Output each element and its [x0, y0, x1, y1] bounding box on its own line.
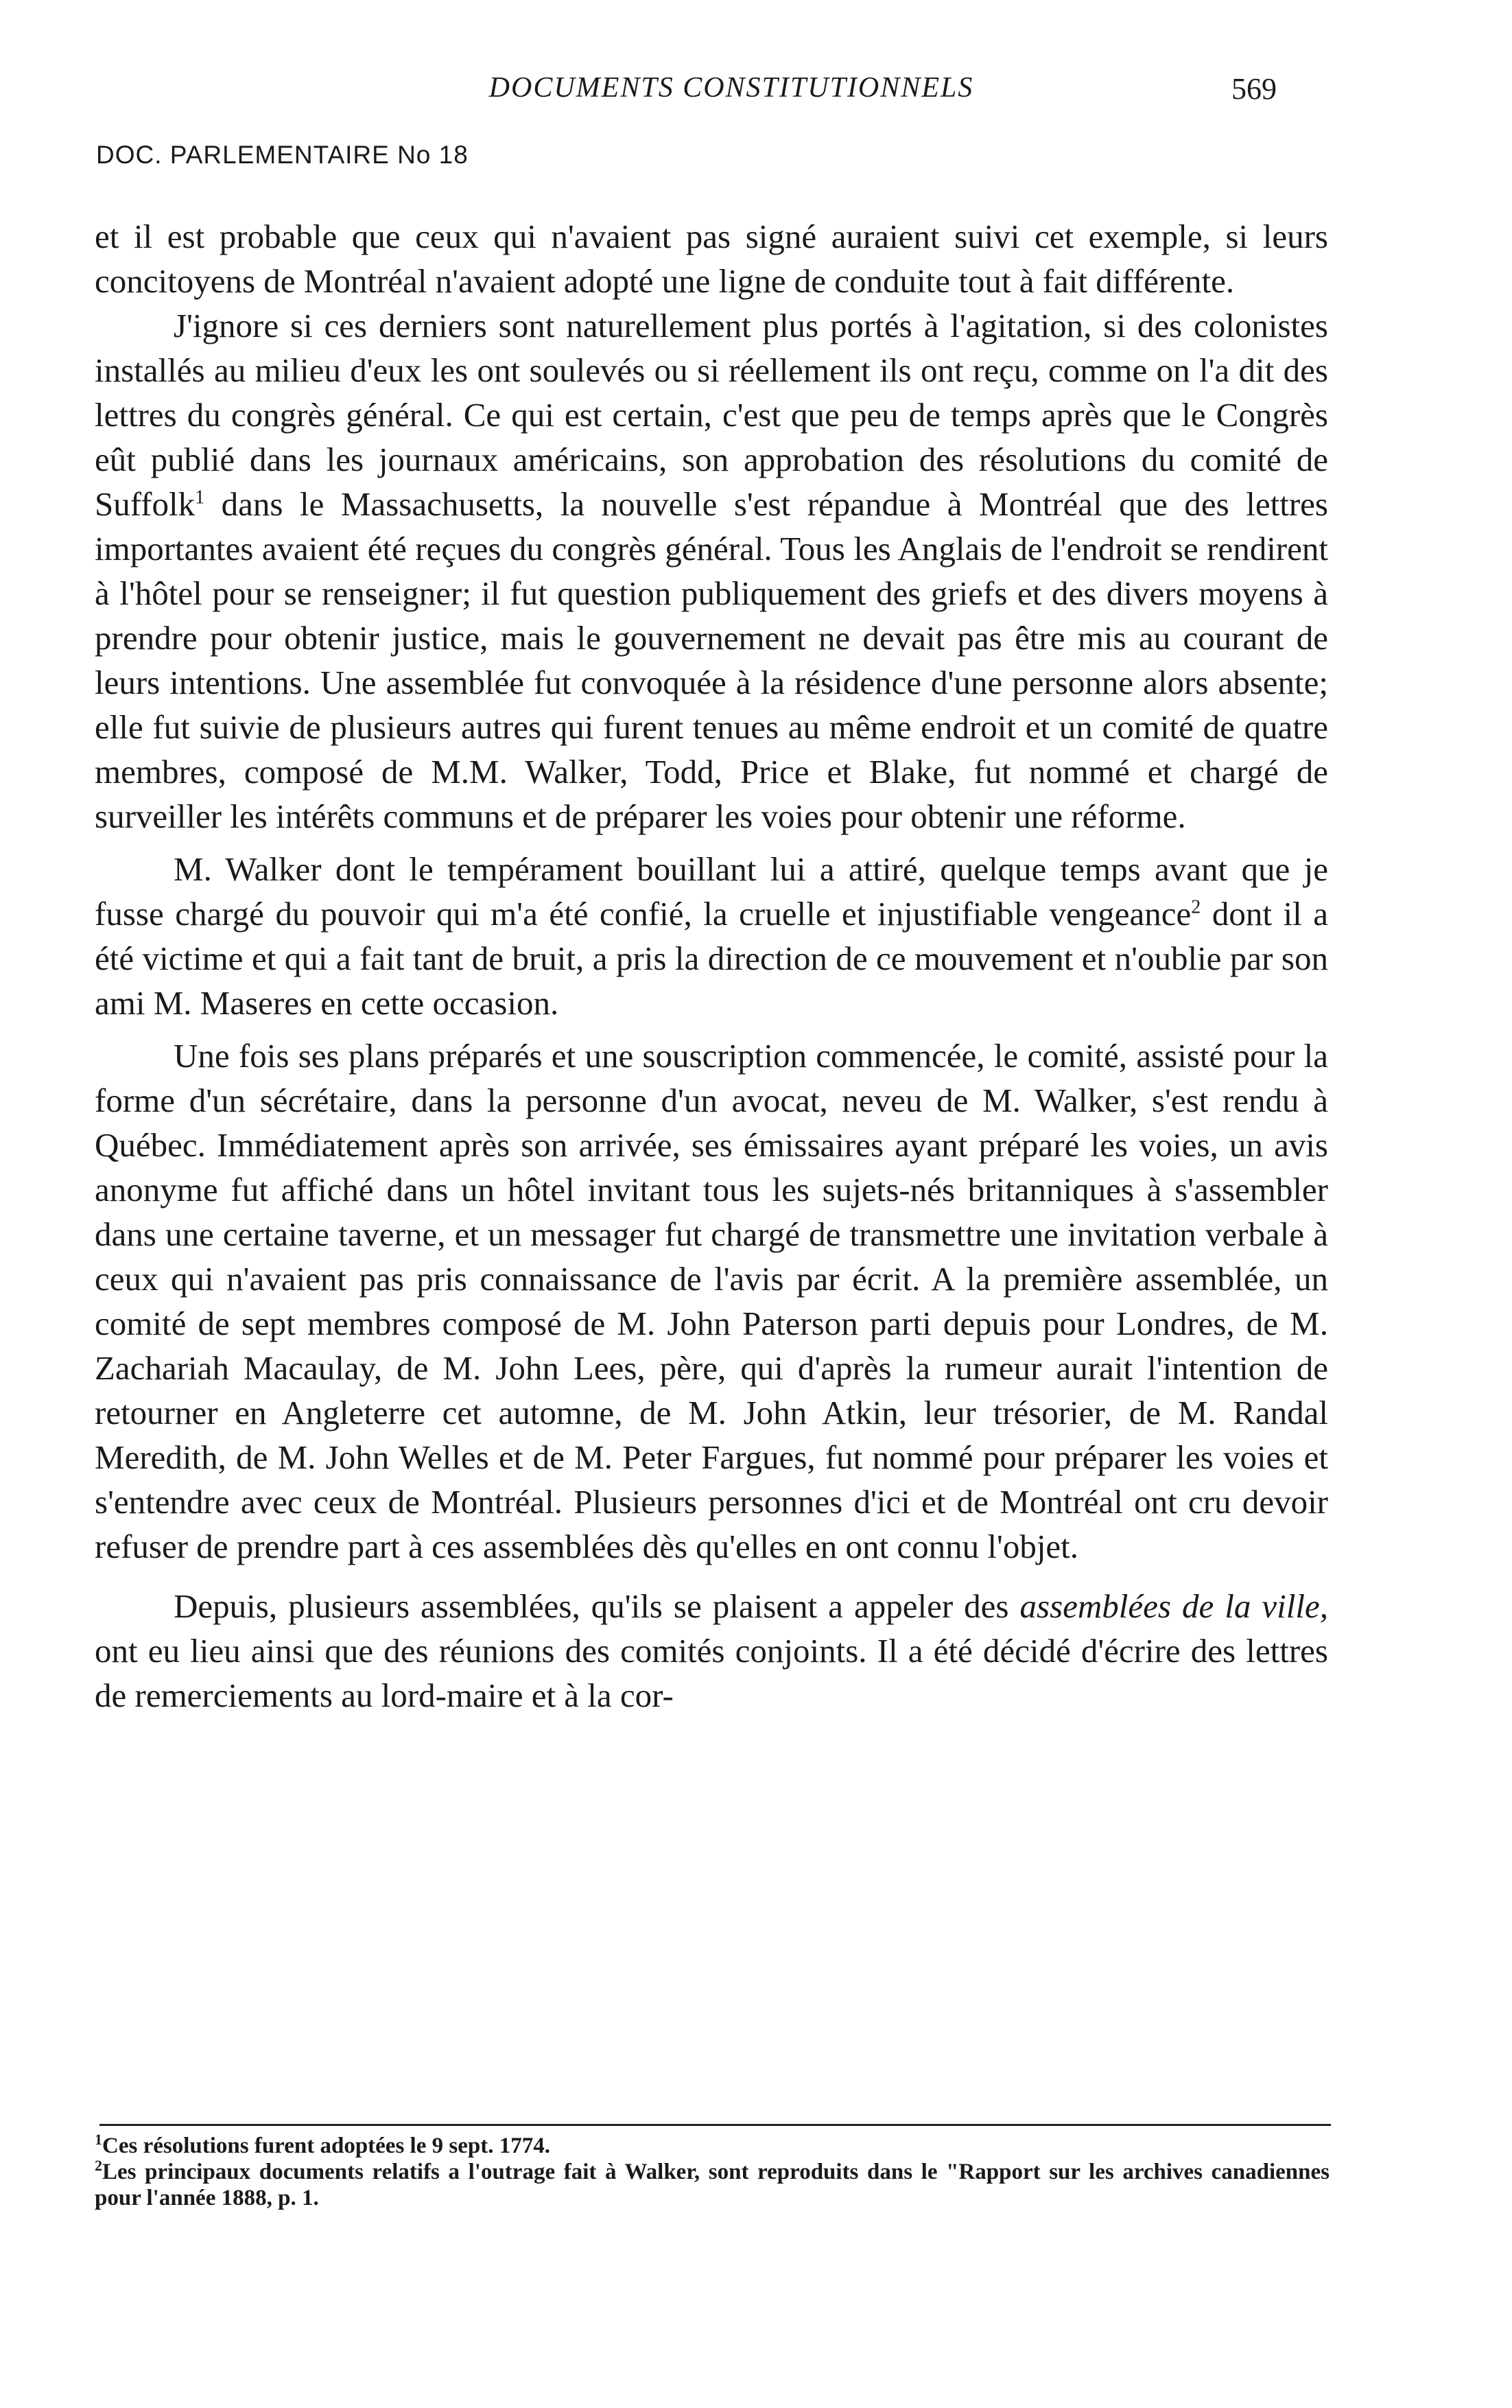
body-text — [95, 214, 1328, 1718]
paragraph-2-part-1: J'ignore si ces derniers sont naturellement plus portés à l'agitation, si des colonistes installés au milieu d'eux les ont soulevés ou si réellement ils ont reçu, comme on l'a dit des lettres du congrès général. Ce qui est certain, c'est que peu de temps après que le Congrès eût publié dans les journaux américains, son approbation des résolutions du comité de Suffolk — [95, 307, 1328, 523]
footnote-1-mark: 1 — [95, 2131, 102, 2148]
footnote-1 — [95, 2133, 1330, 2159]
paragraph-5-part-1: Depuis, plusieurs assemblées, qu'ils se plaisent a appeler des — [174, 1587, 1020, 1625]
paragraph-4: Une fois ses plans préparés et une souscription commencée, le comité, assisté pour la forme d'un sécrétaire, dans la personne d'un avocat, neveu de M. Walker, s'est rendu à Québec. Immédiatement après son arrivée, ses émissaires ayant préparé les voies, un avis anonyme fut affiché dans un hôtel invitant tous les sujets-nés britanniques à s'assembler dans une certaine taverne, et un messager fut chargé de transmettre une invitation verbale à ceux qui n'avaient pas pris connaissance de l'avis par écrit. A la première assemblée, un comité de sept membres composé de M. John Paterson parti depuis pour Londres, de M. Zachariah Macaulay, de M. John Lees, père, qui d'après la rumeur aurait l'intention de retourner en Angleterre cet automne, de M. John Atkin, leur trésorier, de M. Randal Meredith, de M. John Welles et de M. Peter Fargues, fut nommé pour préparer les voies et s'entendre avec ceux de Montréal. Plusieurs personnes d'ici et de Montréal ont cru devoir refuser de prendre part à ces assemblées dès qu'elles en ont connu l'objet. — [95, 1037, 1328, 1565]
paragraph-2-part-2: dans le Massachusetts, la nouvelle s'est répandue à Montréal que des lettres importantes avaient été reçues du congrès général. Tous les Anglais de l'endroit se rendirent à l'hôtel pour se renseigner; il fut question publiquement des griefs et des divers moyens à prendre pour obtenir justice, mais le gouvernement ne devait pas être mis au courant de leurs intentions. Une assemblée fut convoquée à la résidence d'une personne alors absente; elle fut suivie de plusieurs autres qui furent tenues au même endroit et un comité de quatre membres, composé de M.M. Walker, Todd, Price et Blake, fut nommé et chargé de surveiller les intérêts communs et de préparer les voies pour obtenir une réforme. — [95, 485, 1328, 835]
paragraph-5 — [95, 1584, 1328, 1718]
paragraph-5-italic: assemblées de la ville, — [1019, 1587, 1328, 1625]
paragraph-5-part-2: ont eu lieu ainsi que des réunions des comités conjoints. Il a été décidé d'écrire des lettres de remerciements au lord-maire et à la cor- — [95, 1632, 1328, 1714]
footnote-1-text: Ces résolutions furent adoptées le 9 sept. 1774. — [102, 2134, 550, 2158]
paragraph-2 — [95, 303, 1328, 839]
footnotes — [95, 2133, 1330, 2211]
page-number: 569 — [1231, 72, 1277, 106]
running-title: DOCUMENTS CONSTITUTIONNELS — [488, 72, 974, 104]
paragraph-1: et il est probable que ceux qui n'avaient pas signé auraient suivi cet exemple, si leurs concitoyens de Montréal n'avaient adopté une ligne de conduite tout à fait différente. — [95, 218, 1328, 300]
footnote-2-text: Les principaux documents relatifs a l'outrage fait à Walker, sont reproduits dans le "Rapport sur les archives canadiennes pour l'année 1888, p. 1. — [95, 2160, 1330, 2210]
paragraph-3 — [95, 847, 1328, 1025]
document-label: DOC. PARLEMENTAIRE No 18 — [96, 141, 469, 169]
paragraph-3-part-1: M. Walker dont le tempérament bouillant lui a attiré, quelque temps avant que je fusse chargé du pouvoir qui m'a été confié, la cruelle et injustifiable vengeance — [95, 850, 1328, 933]
footnote-ref-2: 2 — [1191, 896, 1201, 918]
footnote-ref-1: 1 — [195, 487, 205, 509]
running-header — [0, 71, 1512, 113]
footnote-2-mark: 2 — [95, 2157, 102, 2174]
footnote-divider — [99, 2124, 1331, 2126]
footnote-2 — [95, 2159, 1330, 2211]
paragraph-3-part-2: dont il a été victime et qui a fait tant de bruit, a pris la direction de ce mouvement et n'oublie par son ami M. Maseres en cette occasion. — [95, 895, 1329, 1022]
